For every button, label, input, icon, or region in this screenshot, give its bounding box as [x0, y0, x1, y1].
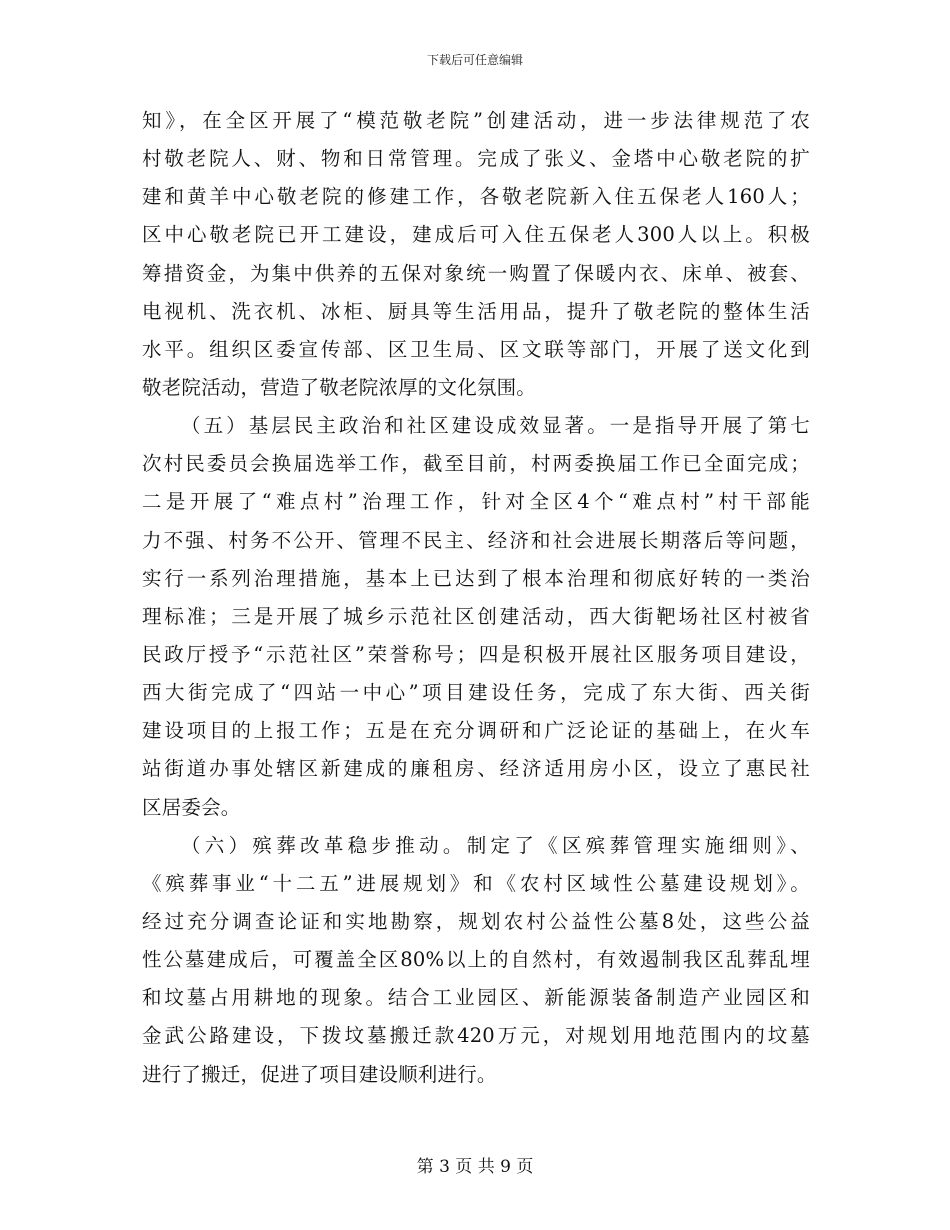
paragraph-line: 区居委会。	[142, 795, 241, 819]
paragraph-line: 《殡葬事业“十二五”进展规划》和《农村区域性公墓建设规划》。	[142, 871, 810, 895]
paragraph-line: 西大街完成了“四站一中心”项目建设任务，完成了东大街、西关街	[142, 681, 810, 705]
paragraph-line: 二是开展了“难点村”治理工作，针对全区4个“难点村”村干部能	[142, 490, 810, 514]
paragraph-line: 理标准；三是开展了城乡示范社区创建活动，西大街靶场社区村被省	[142, 604, 810, 628]
paragraph-line: 实行一系列治理措施，基本上已达到了根本治理和彻底好转的一类治	[142, 566, 810, 590]
paragraph-line: 性公墓建成后，可覆盖全区80%以上的自然村，有效遏制我区乱葬乱埋	[142, 948, 810, 972]
page-number: 第 3 页 共 9 页	[416, 1157, 534, 1177]
paragraph-line: （六）殡葬改革稳步推动。制定了《区殡葬管理实施细则》、	[181, 833, 810, 857]
paragraph-line: 建和黄羊中心敬老院的修建工作，各敬老院新入住五保老人160人；	[142, 185, 810, 209]
paragraph-line: 建设项目的上报工作；五是在充分调研和广泛论证的基础上，在火车	[142, 719, 810, 743]
paragraph-line: 筹措资金，为集中供养的五保对象统一购置了保暖内衣、床单、被套、	[142, 261, 810, 285]
paragraph-line: 村敬老院人、财、物和日常管理。完成了张义、金塔中心敬老院的扩	[142, 147, 810, 171]
paragraph-line: 金武公路建设，下拨坟墓搬迁款420万元，对规划用地范围内的坟墓	[142, 1024, 810, 1048]
paragraph-line: 经过充分调查论证和实地勘察，规划农村公益性公墓8处，这些公益	[142, 909, 810, 933]
paragraph-line: （五）基层民主政治和社区建设成效显著。一是指导开展了第七	[181, 414, 810, 438]
paragraph-line: 民政厅授予“示范社区”荣誉称号；四是积极开展社区服务项目建设，	[142, 642, 810, 666]
paragraph-line: 和坟墓占用耕地的现象。结合工业园区、新能源装备制造产业园区和	[142, 986, 810, 1010]
paragraph-line: 区中心敬老院已开工建设，建成后可入住五保老人300人以上。积极	[142, 223, 810, 247]
page-header-note: 下载后可任意编辑	[426, 53, 523, 67]
paragraph-line: 力不强、村务不公开、管理不民主、经济和社会进展长期落后等问题，	[142, 528, 810, 552]
paragraph-line: 知》，在全区开展了“模范敬老院”创建活动，进一步法律规范了农	[142, 109, 810, 132]
paragraph-line: 电视机、洗衣机、冰柜、厨具等生活用品，提升了敬老院的整体生活	[142, 299, 810, 323]
paragraph-line: 水平。组织区委宣传部、区卫生局、区文联等部门，开展了送文化到	[142, 337, 810, 361]
document-body	[142, 102, 810, 1094]
paragraph-line: 进行了搬迁，促进了项目建设顺利进行。	[142, 1062, 497, 1086]
paragraph-line: 次村民委员会换届选举工作，截至目前，村两委换届工作已全面完成；	[142, 452, 810, 476]
paragraph-line: 站街道办事处辖区新建成的廉租房、经济适用房小区，设立了惠民社	[142, 757, 810, 781]
paragraph-line: 敬老院活动，营造了敬老院浓厚的文化氛围。	[142, 375, 537, 399]
